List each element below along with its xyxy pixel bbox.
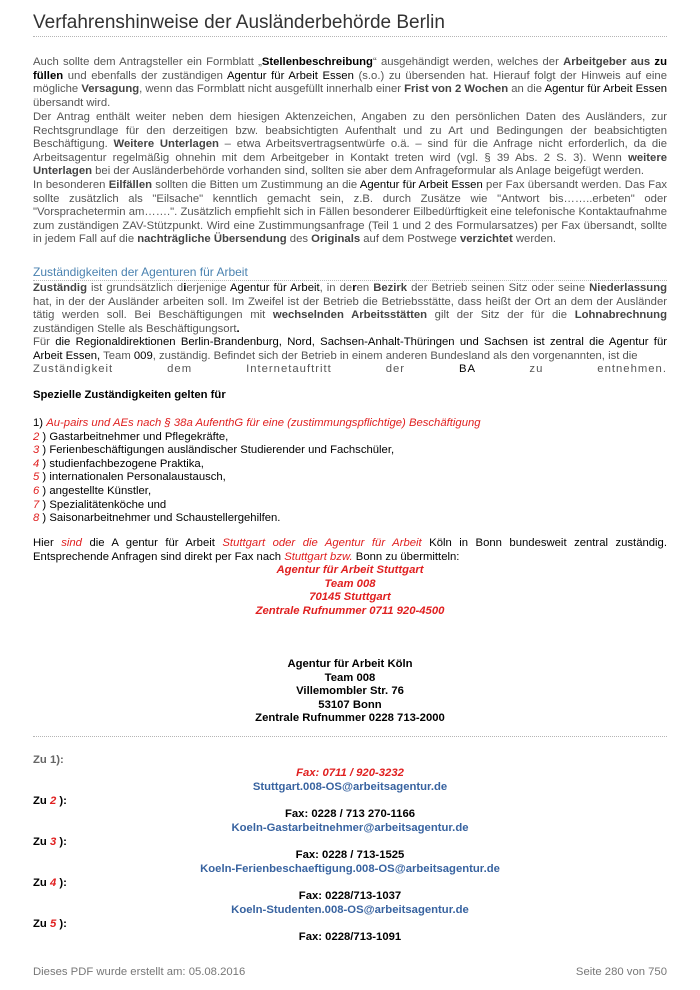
fax-5: Fax: 0228/713-1091 (298, 931, 402, 943)
list-item: 4 ) studienfachbezogene Praktika, (33, 457, 204, 470)
special-list (33, 417, 667, 526)
footer-page-number: Seite 280 von 750 (575, 966, 667, 978)
address-line: Zentrale Rufnummer 0228 713-2000 (255, 712, 445, 725)
title-divider (33, 36, 667, 37)
section-heading: Zuständigkeiten der Agenturen für Arbeit (33, 265, 248, 279)
email-link-2[interactable]: Koeln-Gastarbeitnehmer@arbeitsagentur.de (231, 822, 469, 834)
page-title: Verfahrenshinweise der Ausländerbehörde Berlin (33, 12, 445, 33)
contact-label-5: Zu 5 ): (33, 918, 67, 930)
address-line: 53107 Bonn (318, 698, 382, 711)
paragraph-ba-verweis: Zuständigkeit dem Internetauftritt der BA zu entnehmen. (33, 363, 667, 375)
address-line: 70145 Stuttgart (309, 591, 391, 604)
address-stuttgart (33, 564, 667, 618)
paragraph-hier: Hier sind die A gentur für Arbeit Stuttgart oder die Agentur für Arbeit Köln in Bonn bundesweit zentral zuständig. Entsprechende Anfragen sind direkt per Fax nach Stuttgart bzw. Bonn zu übermitteln: (33, 537, 667, 563)
list-item: 6 ) angestellte Künstler, (33, 484, 152, 497)
address-line: Agentur für Arbeit Stuttgart (276, 564, 424, 576)
divider (33, 736, 667, 737)
address-koeln (33, 658, 667, 726)
fax-3: Fax: 0228 / 713-1525 (295, 849, 405, 861)
list-item: 3 ) Ferienbeschäftigungen ausländischer Studierender und Fachschüler, (33, 444, 395, 457)
address-line: Team 008 (324, 671, 376, 684)
email-link-1[interactable]: Stuttgart.008-OS@arbeitsagentur.de (252, 781, 448, 793)
list-item: 5 ) internationalen Personalaustausch, (33, 471, 226, 484)
fax-1: Fax: 0711 / 920-3232 (296, 767, 404, 779)
contact-label-2: Zu 2 ): (33, 795, 67, 807)
email-link-4[interactable]: Koeln-Studenten.008-OS@arbeitsagentur.de (231, 904, 469, 916)
list-item: 1) Au-pairs und AEs nach § 38a AufenthG für eine (zustimmungspflichtige) Beschäftigung (33, 417, 481, 429)
special-heading: Spezielle Zuständigkeiten gelten für (33, 389, 226, 401)
paragraph-zustaendigkeit: Zuständig ist grundsätzlich dierjenige Agentur für Arbeit, in deren Bezirk der Betrieb seinen Sitz oder seine Niederlassung hat, in der der Ausländer arbeiten soll. Im Zweifel ist der Betrieb die Betriebsstätte, dass heißt der Ort an dem der Ausländer tätig werden soll. Bei Beschäftigungen mit wechselnden Arbeitsstätten gilt der Sitz der für die Lohnabrechnung zuständigen Stelle als Beschäftigungsort. (33, 282, 667, 335)
address-line: Zentrale Rufnummer 0711 920-4500 (255, 604, 445, 617)
section-divider (33, 280, 667, 281)
address-line: Villemombler Str. 76 (296, 685, 404, 698)
paragraph-eilfaelle: In besonderen Eilfällen sollten die Bitten um Zustimmung an die Agentur für Arbeit Essen per Fax übersandt werden. Das Fax sollte zusätzlich als "Eilsache" kenntlich gemacht sein, z.B. durch Zusätze wie "Antwort bis……..erbeten" oder "Vorsprachetermin am…….". Zusätzlich empfiehlt sich in Fällen besonderer Eilbedürftigkeit eine telefonische Kontaktaufnahme zum zuständigen ZAV-Stützpunkt. Wird eine Zustimmungsanfrage (Teil 1 und 2 des Formularsatzes) per Fax übersandt, sollte in jedem Fall auf die nachträgliche Übersendung des Originals auf dem Postwege verzichtet werden. (33, 179, 668, 246)
paragraph-stellenbeschreibung: Auch sollte dem Antragsteller ein Formblatt „Stellenbeschreibung“ ausgehändigt werden, welches der Arbeitgeber aus zu füllen und ebenfalls der zuständigen Agentur für Arbeit Essen (s.o.) zu übersenden hat. Hierauf folgt der Hinweis auf eine mögliche Versagung, wenn das Formblatt nicht ausgefüllt innerhalb einer Frist von 2 Wochen an die Agentur für Arbeit Essen übersandt wird. (33, 56, 668, 109)
address-line: Agentur für Arbeit Köln (287, 658, 413, 670)
email-link-3[interactable]: Koeln-Ferienbeschaeftigung.008-OS@arbeitsagentur.de (200, 863, 500, 875)
contact-label-3: Zu 3 ): (33, 836, 67, 848)
contact-label-4: Zu 4 ): (33, 877, 67, 889)
paragraph-regionaldirektionen: Für die Regionaldirektionen Berlin-Brandenburg, Nord, Sachsen-Anhalt-Thüringen und Sachsen ist zentral die Agentur für Arbeit Essen, Team 009, zuständig. Befindet sich der Betrieb in einem anderen Bundesland als den vorgenannten, ist die (33, 336, 667, 362)
list-item: 8 ) Saisonarbeitnehmer und Schaustellergehilfen. (33, 512, 281, 525)
footer-created-date: Dieses PDF wurde erstellt am: 05.08.2016 (33, 966, 246, 978)
list-item: 7 ) Spezialitätenköche und (33, 498, 167, 511)
address-line: Team 008 (324, 577, 376, 590)
contact-label-1: Zu 1): (33, 754, 64, 766)
fax-2: Fax: 0228 / 713 270-1166 (284, 808, 416, 820)
list-item: 2 ) Gastarbeitnehmer und Pflegekräfte, (33, 430, 229, 443)
fax-4: Fax: 0228/713-1037 (298, 890, 402, 902)
paragraph-antrag: Der Antrag enthält weiter neben dem hiesigen Aktenzeichen, Angaben zu den persönlichen Daten des Ausländers, zur Rechtsgrundlage für den derzeitigen bzw. beabsichtigten Aufenthalt und zu Art und Bedingungen der beabsichtigten Beschäftigung. Weitere Unterlagen – etwa Arbeitsvertragsentwürfe o.ä. – sind für die Anfrage nicht erforderlich, da die Arbeitsagentur regelmäßig ohnehin mit dem Arbeitgeber in Kontakt treten wird (vgl. § 39 Abs. 2 S. 3). Wenn weitere Unterlagen bei der Ausländerbehörde vorhanden sind, sollten sie aber dem Anfrageformular als Anlage beigefügt werden. (33, 111, 667, 178)
